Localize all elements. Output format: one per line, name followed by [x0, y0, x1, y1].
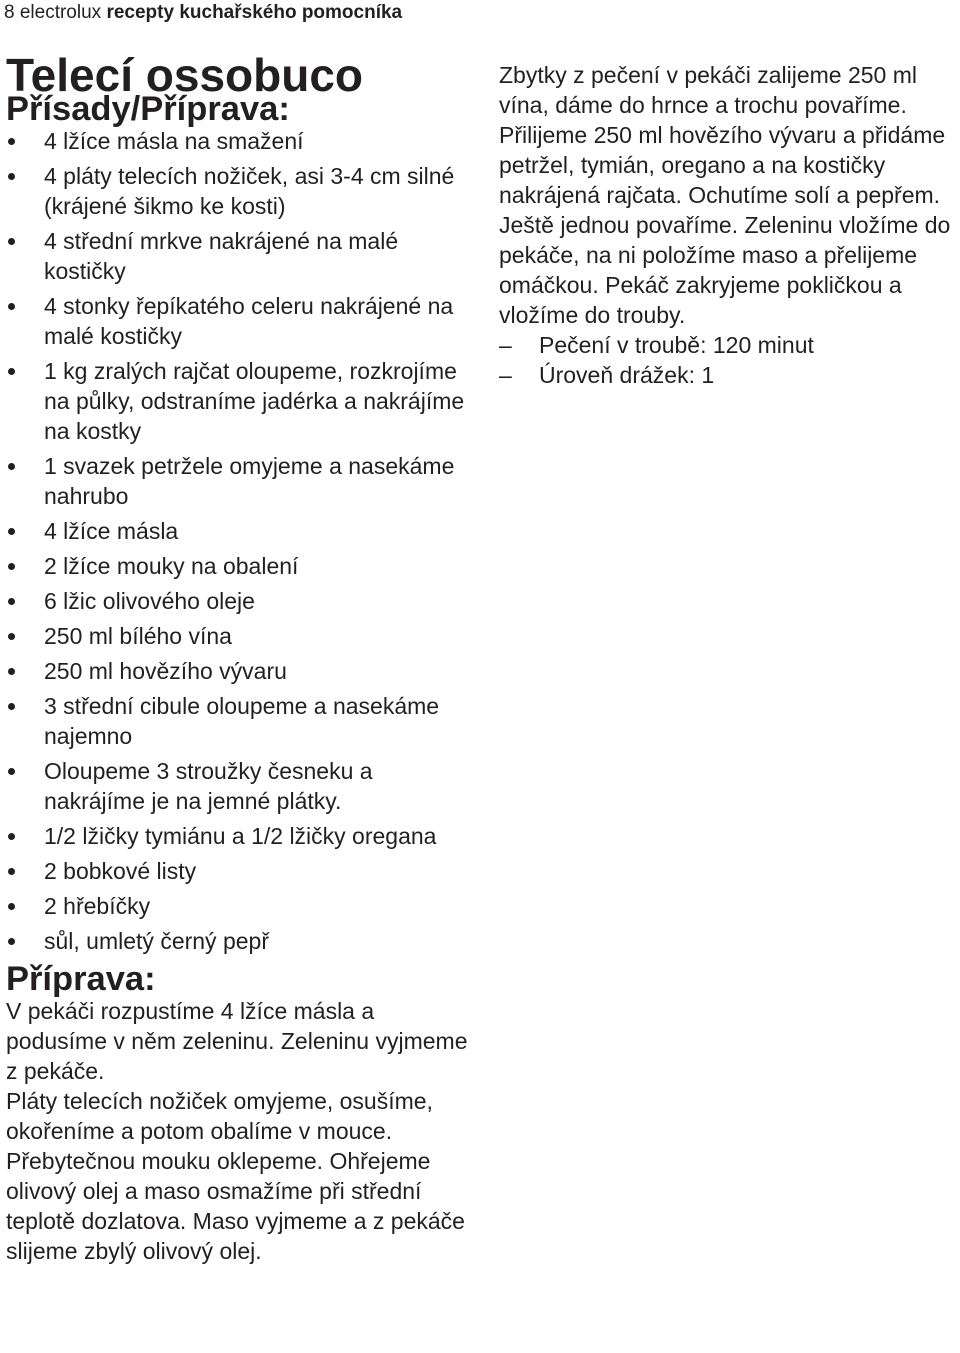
ingredient-item [6, 586, 468, 616]
page-header [4, 0, 402, 26]
ingredient-item [6, 756, 468, 816]
ingredient-item [6, 691, 468, 751]
ingredient-text: 1/2 lžičky tymiánu a 1/2 lžičky oregana [44, 823, 437, 849]
ingredient-text: 1 kg zralých rajčat oloupeme, rozkrojíme na půlky, odstraníme jadérka a nakrájíme na kostky [44, 358, 465, 444]
recipe-title: Telecí ossobuco [6, 49, 364, 101]
ingredient-item [6, 856, 468, 886]
setting-item [499, 360, 957, 390]
dash-marker: – [499, 362, 512, 388]
ingredient-item [6, 291, 468, 351]
ingredient-item [6, 621, 468, 651]
ingredient-item [6, 516, 468, 546]
ingredient-text: 2 lžíce mouky na obalení [44, 553, 299, 579]
ingredient-text: 2 bobkové listy [44, 858, 197, 884]
ingredient-text: 4 lžíce másla [44, 518, 179, 544]
bullet-icon [8, 768, 15, 775]
ingredient-text: 4 pláty telecích nožiček, asi 3-4 cm silné (krájené šikmo ke kosti) [44, 163, 455, 219]
bullet-icon [8, 528, 15, 535]
ingredient-item [6, 451, 468, 511]
ingredient-text: sůl, umletý černý pepř [44, 928, 269, 954]
page-header-title: recepty kuchařského pomocníka [106, 2, 403, 23]
setting-text: Úroveň drážek: 1 [539, 362, 715, 388]
bullet-icon [8, 563, 15, 570]
bullet-icon [8, 833, 15, 840]
ingredient-text: 1 svazek petržele omyjeme a nasekáme nahrubo [44, 453, 455, 509]
page-header-prefix: 8 electrolux [4, 2, 107, 23]
ingredients-heading: Přísady/Příprava: [6, 90, 290, 128]
left-column [6, 49, 468, 1266]
ingredient-item [6, 551, 468, 581]
ingredients-list [6, 126, 468, 956]
ingredient-item [6, 821, 468, 851]
bullet-icon [8, 173, 15, 180]
ingredient-item [6, 226, 468, 286]
bullet-icon [8, 463, 15, 470]
ingredient-text: 250 ml bílého vína [44, 623, 232, 649]
ingredient-text: 4 střední mrkve nakrájené na malé kostičky [44, 228, 399, 284]
bullet-icon [8, 868, 15, 875]
preparation-paragraph-3: Zbytky z pečení v pekáči zalijeme 250 ml vína, dáme do hrnce a trochu povaříme. Přilijeme 250 ml hovězího vývaru a přidáme petržel, tymián, oregano a na kostičky nakrájená rajčata. Ochutíme solí a pepřem. Ještě jednou povaříme. Zeleninu vložíme do pekáče, na ni položíme maso a přelijeme omáčkou. Pekáč zakryjeme pokličkou a vložíme do trouby. [499, 62, 951, 328]
bullet-icon [8, 238, 15, 245]
bullet-icon [8, 303, 15, 310]
bullet-icon [8, 903, 15, 910]
preparation-paragraph-2: Pláty telecích nožiček omyjeme, osušíme, okořeníme a potom obalíme v mouce. Přebytečnou mouku oklepeme. Ohřejeme olivový olej a maso osmažíme při střední teplotě dozlatova. Maso vyjmeme a z pekáče slijeme zbylý olivový olej. [6, 1088, 465, 1264]
bullet-icon [8, 138, 15, 145]
ingredient-text: 4 lžíce másla na smažení [44, 128, 304, 154]
ingredient-text: 4 stonky řepíkatého celeru nakrájené na malé kostičky [44, 293, 454, 349]
preparation-paragraph-1: V pekáči rozpustíme 4 lžíce másla a podusíme v něm zeleninu. Zeleninu vyjmeme z pekáče. [6, 998, 468, 1084]
ingredient-item [6, 126, 468, 156]
ingredient-item [6, 356, 468, 446]
ingredient-item [6, 656, 468, 686]
bullet-icon [8, 598, 15, 605]
ingredient-text: 3 střední cibule oloupeme a nasekáme najemno [44, 693, 440, 749]
bullet-icon [8, 938, 15, 945]
setting-text: Pečení v troubě: 120 minut [539, 332, 814, 358]
setting-item [499, 330, 957, 360]
ingredient-text: 6 lžic olivového oleje [44, 588, 255, 614]
ingredient-item [6, 891, 468, 921]
ingredient-text: 2 hřebíčky [44, 893, 151, 919]
ingredient-item [6, 161, 468, 221]
ingredient-text: Oloupeme 3 stroužky česneku a nakrájíme je na jemné plátky. [44, 758, 373, 814]
preparation-heading: Příprava: [6, 960, 156, 998]
bullet-icon [8, 668, 15, 675]
right-column [499, 58, 957, 390]
bullet-icon [8, 703, 15, 710]
dash-marker: – [499, 332, 512, 358]
bullet-icon [8, 633, 15, 640]
ingredient-item [6, 926, 468, 956]
settings-list [499, 330, 957, 390]
bullet-icon [8, 368, 15, 375]
ingredient-text: 250 ml hovězího vývaru [44, 658, 287, 684]
